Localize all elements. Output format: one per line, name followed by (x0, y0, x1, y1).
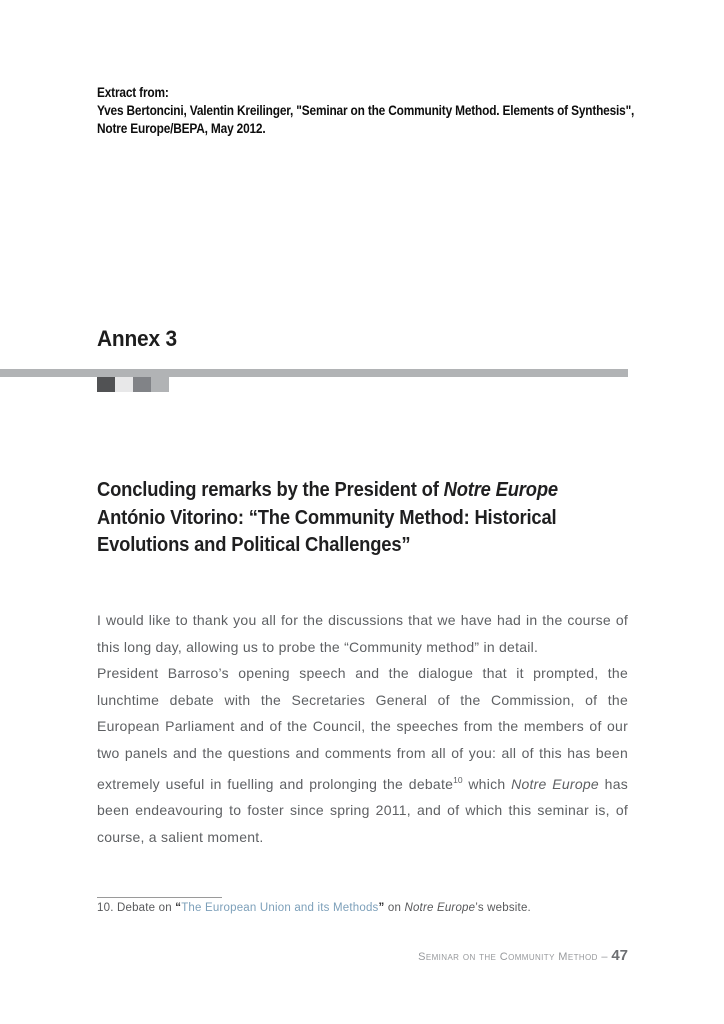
decor-square (115, 377, 133, 392)
text-segment: 10. Debate on (97, 902, 176, 914)
decor-square (133, 377, 151, 392)
header-citation (97, 84, 643, 138)
decor-bar (0, 369, 628, 377)
text-segment: Notre Europe (443, 479, 558, 501)
citation-line: Notre Europe/BEPA, May 2012. (97, 121, 266, 136)
citation-line: Extract from: (97, 85, 169, 100)
text-segment: which (462, 775, 512, 792)
body-text (97, 607, 628, 850)
text-segment: ” (378, 902, 385, 914)
text-segment: Notre Europe (404, 902, 476, 914)
text-segment: “ (175, 902, 182, 914)
text-segment: on (384, 902, 405, 914)
footnote-ref: 10 (453, 774, 463, 785)
title-line (97, 532, 649, 560)
text-segment: Concluding remarks by the President of (97, 479, 444, 501)
body-paragraph (97, 607, 628, 660)
decor-square (97, 377, 115, 392)
footnote (97, 901, 628, 916)
text-segment: Evolutions and Political Challenges” (97, 534, 411, 556)
annex-heading: Annex 3 (97, 326, 177, 351)
text-segment: President Barroso’s opening speech and the dialogue that it prompted, the lunchtime debate with the Secretaries General of the Commission, of the European Parliament and of the Council, the speeches from the members of our two panels and the questions and comments from all of you: all of this has been extremely useful in fuelling and prolonging the debate (97, 665, 628, 792)
footnote-rule (97, 897, 222, 898)
footer-title: Seminar on the Community Method (418, 951, 598, 963)
citation-line: Yves Bertoncini, Valentin Kreilinger, "Seminar on the Community Method. Elements of Synthesis", (97, 103, 635, 118)
decor-square (151, 377, 169, 392)
footer-dash: – (601, 951, 608, 963)
title-line (97, 505, 649, 533)
document-title (97, 477, 649, 560)
footnote-link[interactable]: The European Union and its Methods (181, 902, 379, 914)
decor-squares (97, 377, 169, 392)
title-line (97, 477, 649, 505)
page-number (611, 947, 628, 964)
page-footer (97, 947, 628, 964)
text-segment: Notre Europe (511, 775, 599, 792)
page-number-value: 47 (611, 947, 628, 964)
text-segment: ’s website. (475, 902, 531, 914)
text-segment: António Vitorino: “The Community Method: Historical (97, 506, 557, 529)
text-segment: I would like to thank you all for the discussions that we have had in the course of this long day, allowing us to probe the “Community method” in detail. (97, 612, 628, 655)
body-paragraph (97, 660, 628, 850)
text-segment: has been endeavouring to foster since spring 2011, and of which this seminar is, of course, a salient moment. (97, 775, 628, 845)
